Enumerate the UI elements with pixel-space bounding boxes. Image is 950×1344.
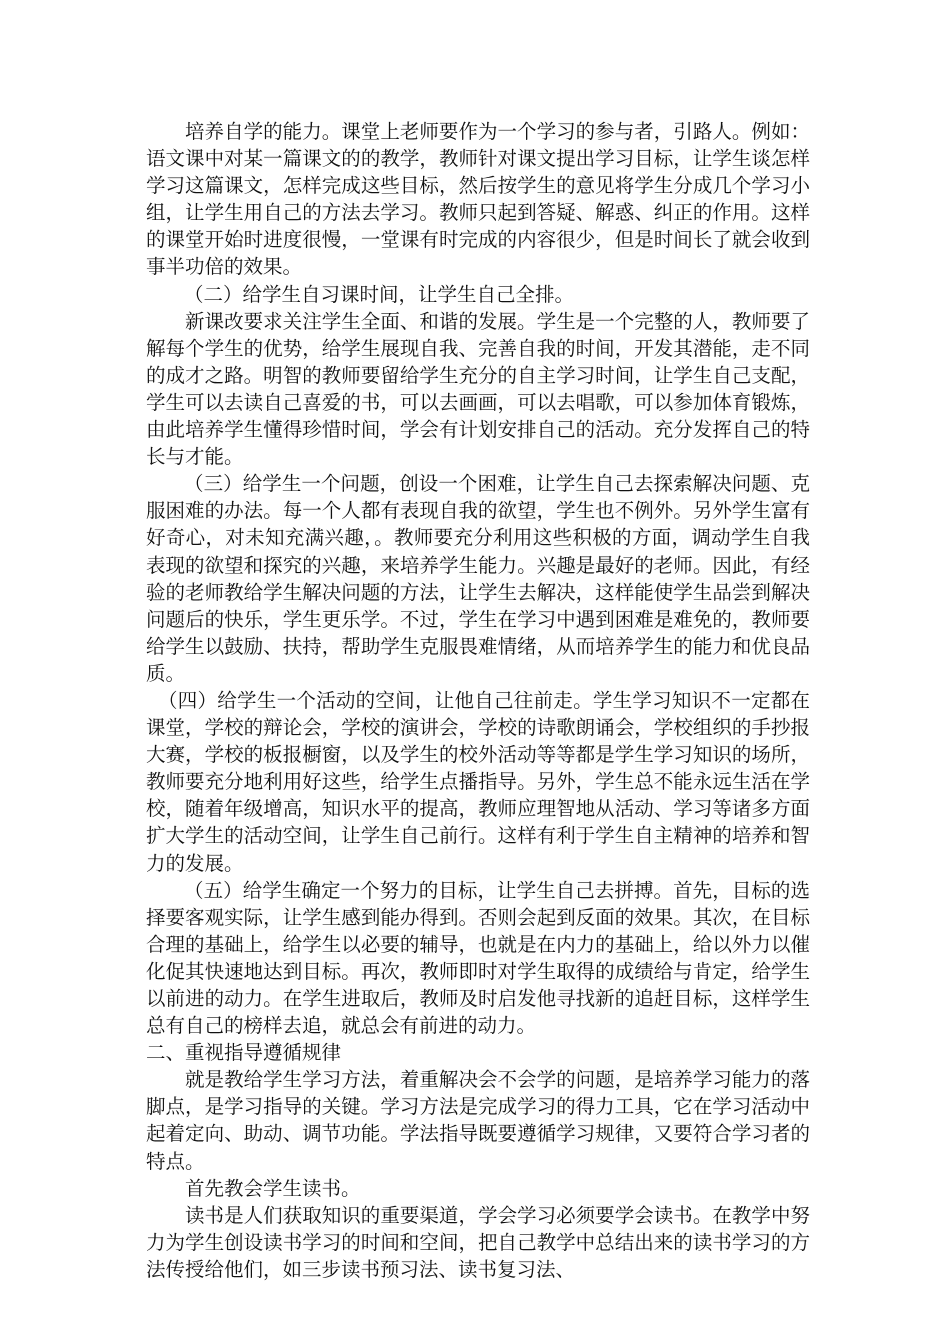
paragraph-teach-reading: 首先教会学生读书。 — [185, 1176, 361, 1200]
document-page — [146, 118, 810, 1283]
section-heading-two: 二、重视指导遵循规律 — [146, 1041, 342, 1065]
paragraph-item-four: （四）给学生一个活动的空间，让他自己往前走。学生学习知识不一定都在课堂，学校的辩论会，学校的演讲会，学校的诗歌朗诵会，学校组织的手抄报大赛，学校的板报橱窗，以及学生的校外活动等等都是学生学习知识的场所，教师要充分地利用好这些，给学生点播指导。另外，学生总不能永远生活在学校，随着年级增高，知识水平的提高，教师应理智地从活动、学习等诸多方面扩大学生的活动空间，让学生自己前行。这样有利于学生自主精神的培养和智力的发展。 — [146, 688, 810, 875]
paragraph-self-study: 培养自学的能力。课堂上老师要作为一个学习的参与者，引路人。例如：语文课中对某一篇课文的的教学，教师针对课文提出学习目标，让学生谈怎样学习这篇课文，怎样完成这些目标，然后按学生的意见将学生分成几个学习小组，让学生用自己的方法去学习。教师只起到答疑、解惑、纠正的作用。这样的课堂开始时进度很慢，一堂课有时完成的内容很少，但是时间长了就会收到事半功倍的效果。 — [146, 120, 810, 279]
paragraph-item-five: （五）给学生确定一个努力的目标，让学生自己去拼搏。首先，目标的选择要客观实际，让学生感到能办得到。否则会起到反面的效果。其次，在目标合理的基础上，给学生以必要的辅导，也就是在内力的基础上，给以外力以催化促其快速地达到目标。再次，教师即时对学生取得的成绩给与肯定，给学生以前进的动力。在学生进取后，教师及时启发他寻找新的追赶目标，这样学生总有自己的榜样去追，就总会有前进的动力。 — [146, 878, 810, 1038]
paragraph-study-methods: 就是教给学生学习方法，着重解决会不会学的问题，是培养学习能力的落脚点，是学习指导的关键。学习方法是完成学习的得力工具，它在学习活动中起着定向、助动、调节功能。学法指导既要遵循学习规律，又要符合学习者的特点。 — [146, 1068, 810, 1173]
paragraph-reading-channel: 读书是人们获取知识的重要渠道，学会学习必须要学会读书。在教学中努力为学生创设读书学习的时间和空间，把自己教学中总结出来的读书学习的方法传授给他们，如三步读书预习法、读书复习法、 — [146, 1203, 810, 1281]
subheading-two: （二）给学生自习课时间，让学生自己全排。 — [184, 282, 575, 306]
paragraph-item-three: （三）给学生一个问题，创设一个困难，让学生自己去探索解决问题、克服困难的办法。每一个人都有表现自我的欲望，学生也不例外。另外学生富有好奇心，对未知充满兴趣，。教师要充分利用这些积极的方面，调动学生自我表现的欲望和探究的兴趣，来培养学生能力。兴趣是最好的老师。因此，有经验的老师教给学生解决问题的方法，让学生去解决，这样能使学生品尝到解决问题后的快乐，学生更乐学。不过，学生在学习中遇到困难是难免的，教师要给学生以鼓励、扶持，帮助学生克服畏难情绪，从而培养学生的能力和优良品质。 — [146, 472, 810, 685]
paragraph-new-curriculum: 新课改要求关注学生全面、和谐的发展。学生是一个完整的人，教师要了解每个学生的优势，给学生展现自我、完善自我的时间，开发其潜能，走不同的成才之路。明智的教师要留给学生充分的自主学习时间，让学生自己支配，学生可以去读自己喜爱的书，可以去画画，可以去唱歌，可以参加体育锻炼，由此培养学生懂得珍惜时间，学会有计划安排自己的活动。充分发挥自己的特长与才能。 — [146, 309, 810, 469]
